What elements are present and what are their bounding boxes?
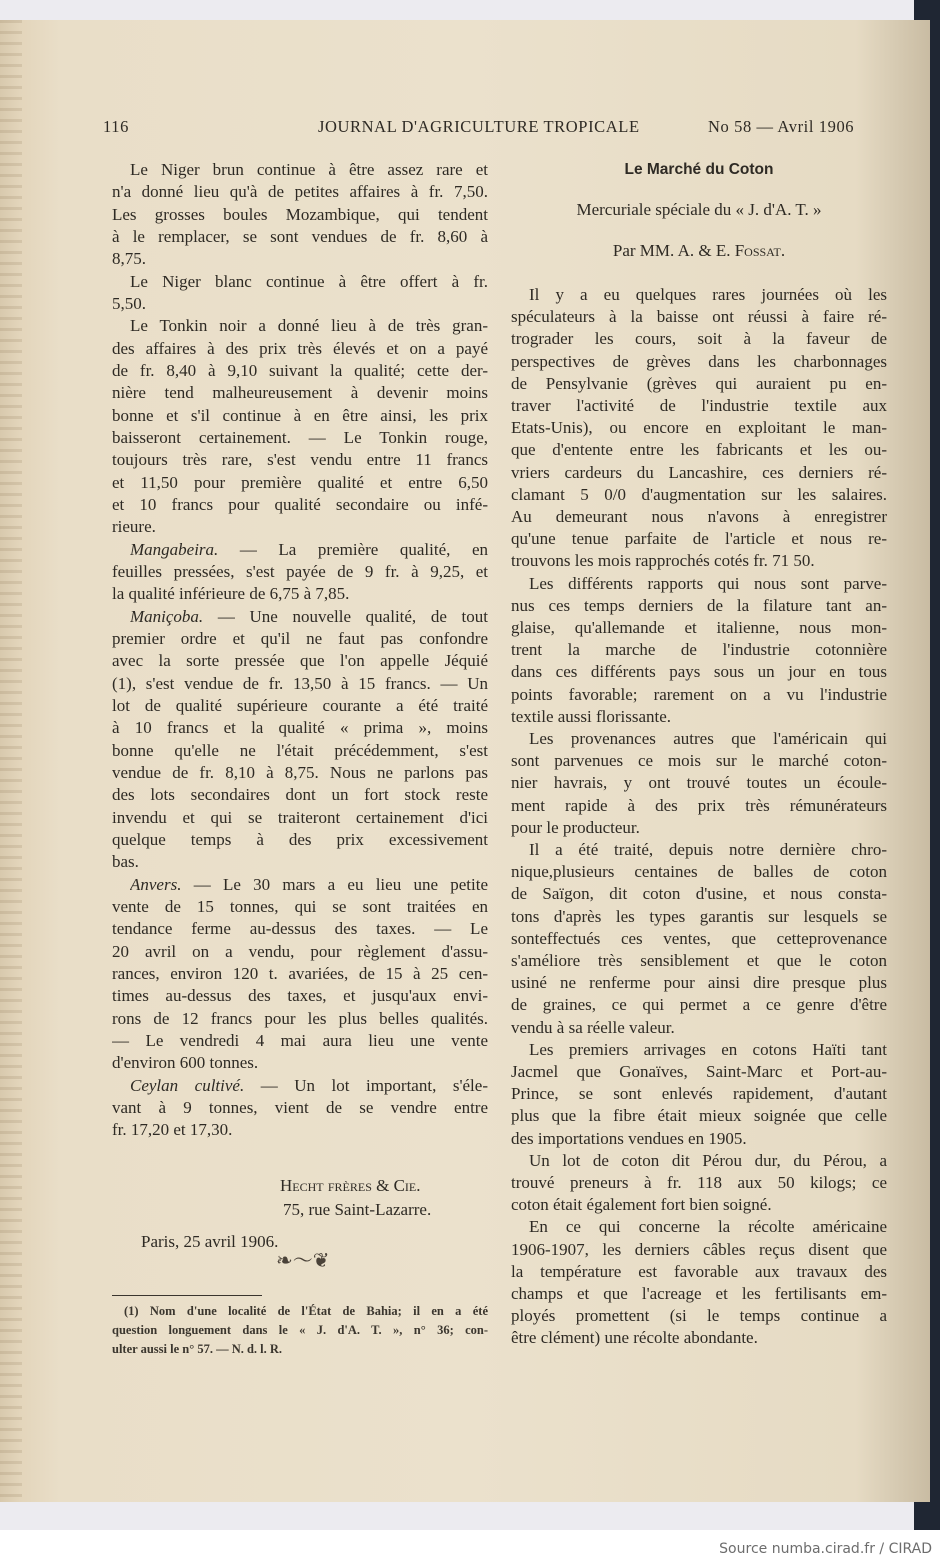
line-text: ment rapide à des prix très rémunérateurs	[511, 795, 887, 815]
line-text: la température est favorable aux travaux des	[511, 1261, 887, 1281]
text-line	[529, 840, 887, 860]
source-credit: Source numba.cirad.fr / CIRAD	[719, 1541, 932, 1557]
line-text: et 10 francs pour qualité secondaire ou infé-	[112, 494, 488, 514]
line-text: s'améliore très sensiblement et que le coton	[511, 951, 887, 970]
line-text: rances, environ 120 t. avariées, de 15 à 25 cen-	[112, 963, 488, 983]
line-text: vant à 9 tonnes, vient de se vendre entre	[112, 1097, 488, 1117]
text-line	[130, 1076, 488, 1096]
line-text: d'environ 600 tonnes.	[112, 1053, 259, 1073]
text-line	[511, 529, 887, 549]
line-text: clamant 5 0/0 d'augmentation sur les salaires.	[511, 484, 887, 504]
line-text: des lots secondaires dont un fort stock reste	[112, 785, 488, 805]
line-text: perspectives de grèves dans les charbonnages	[511, 351, 887, 371]
dateline: Paris, 25 avril 1906.	[141, 1232, 279, 1251]
line-text: être clément) une récolte abondante.	[511, 1328, 758, 1348]
line-text: Etats-Unis), ou encore en exploitant le man-	[511, 418, 887, 438]
line-text: Le Tonkin noir a donné lieu à de très gran-	[130, 316, 488, 336]
text-line	[511, 1084, 887, 1104]
line-text: qu'une tenue parfaite de l'article et nous re-	[511, 529, 887, 549]
line-text: baisseront certainement. — Le Tonkin rouge,	[112, 427, 488, 447]
text-line	[112, 517, 488, 537]
line-text: 8,75.	[112, 249, 146, 269]
ornament-flourish-icon: ❧～❦	[276, 1250, 330, 1272]
line-text: Le Niger brun continue à être assez rare et	[130, 160, 488, 179]
line-text: — Le vendredi 4 mai aura lieu une vente	[112, 1030, 488, 1050]
text-line	[112, 651, 488, 671]
text-line	[511, 329, 887, 349]
line-text: rons de 12 francs pour les plus belles qualités.	[112, 1008, 488, 1028]
line-text: à 10 francs et la qualité « prima », moins	[112, 718, 488, 738]
line-text: bonne qu'elle ne l'était précédemment, s'est	[112, 740, 488, 760]
footnote-line: question longuement dans le « J. d'A. T. », n° 36; con-	[112, 1323, 488, 1337]
text-line	[112, 897, 488, 917]
line-text: invendu et qui se traiteront certainement d'ici	[112, 807, 488, 827]
text-line	[529, 729, 887, 749]
text-line	[511, 352, 887, 372]
text-line	[511, 707, 887, 727]
line-text: à le remplacer, se sont vendues de fr. 8,60 à	[112, 226, 488, 246]
text-line	[511, 1306, 887, 1326]
text-line	[112, 919, 488, 939]
text-line	[112, 808, 488, 828]
line-text: nus ces temps derniers de la filature tant an-	[511, 595, 887, 615]
text-line	[112, 1098, 488, 1118]
footnote-rule	[112, 1295, 262, 1296]
text-line	[511, 463, 887, 483]
paragraph-lead: Ceylan cultivé.	[130, 1075, 245, 1095]
text-line	[529, 285, 887, 305]
text-line	[112, 406, 488, 426]
line-text: — La première qualité, en	[218, 539, 488, 559]
line-text: champs et que l'acreage et les fertilisants em-	[511, 1284, 887, 1303]
text-line	[511, 507, 887, 527]
text-line	[511, 1106, 887, 1126]
line-text: nière tend malheureusement à devenir moins	[112, 383, 488, 403]
text-line	[130, 316, 488, 336]
text-line	[130, 160, 488, 180]
text-line	[511, 662, 887, 682]
text-line	[511, 907, 887, 927]
line-text: rieure.	[112, 517, 156, 537]
article-title: Le Marché du Coton	[624, 161, 774, 178]
paragraph-lead: Anvers.	[130, 874, 182, 894]
line-text: sonteffectués ces ventes, que cetteprovenance	[511, 928, 887, 948]
text-line	[112, 763, 488, 783]
text-line	[130, 875, 488, 895]
line-text: times au-dessus des taxes, et jusqu'aux envi-	[112, 986, 488, 1006]
text-line	[511, 307, 887, 327]
text-line	[511, 596, 887, 616]
text-line	[511, 995, 887, 1015]
line-text: — Un lot important, s'éle-	[244, 1075, 488, 1095]
line-text: avec la sorte pressée que l'on appelle Jéquié	[112, 651, 488, 671]
line-text: trouvons les mois rapprochés cotés fr. 71 50.	[511, 551, 815, 571]
text-line	[511, 1018, 887, 1038]
text-line	[130, 607, 488, 627]
line-text: Il a été traité, depuis notre dernière chro-	[529, 840, 887, 859]
line-text: 20 avril on a vendu, pour règlement d'assu-	[112, 941, 488, 961]
text-line	[511, 640, 887, 660]
page-number: 116	[103, 117, 129, 136]
text-line	[130, 272, 488, 292]
line-text: des importations vendues en 1905.	[511, 1128, 747, 1148]
line-text: Les grosses boules Mozambique, qui tendent	[112, 204, 488, 224]
signature-name	[280, 1176, 480, 1196]
line-text: ployés promettent (si le temps continue a	[511, 1306, 887, 1326]
line-text: Les premiers arrivages en cotons Haïti tant	[529, 1039, 887, 1059]
text-line	[511, 1262, 887, 1282]
line-text: premier ordre et qu'il ne faut pas confondre	[112, 628, 488, 648]
text-line	[529, 1151, 887, 1171]
text-line	[112, 674, 488, 694]
line-text: usiné ne renferme pour ainsi dire presque plus	[511, 973, 887, 993]
text-line	[529, 574, 887, 594]
paragraph-lead: Maniçoba.	[130, 606, 204, 626]
text-line	[529, 1217, 887, 1237]
article-byline	[511, 241, 887, 261]
line-text: textile aussi florissante.	[511, 706, 672, 726]
line-text: plus que la fibre était mieux soignée que celle	[511, 1106, 887, 1126]
line-text: nique,plusieurs centaines de balles de coton	[511, 862, 887, 882]
text-line	[112, 1120, 488, 1140]
line-text: coton était également fort bien soigné.	[511, 1195, 772, 1215]
text-line	[511, 751, 887, 771]
text-line	[511, 773, 887, 793]
text-line	[511, 796, 887, 816]
line-text: 1906-1907, les derniers câbles reçus disent que	[511, 1239, 887, 1259]
line-text: et 11,50 pour première qualité et entre 6,50	[112, 472, 488, 492]
text-line	[112, 227, 488, 247]
line-text: des affaires à des prix très élevés et on a payé	[112, 338, 488, 358]
text-line	[112, 450, 488, 470]
line-text: sont parvenues ce mois sur le marché coton-	[511, 751, 887, 771]
text-line	[511, 951, 887, 971]
line-text: bonne et s'il continue à en être ainsi, les prix	[112, 405, 488, 425]
text-line	[511, 929, 887, 949]
text-line	[112, 741, 488, 761]
text-line	[511, 685, 887, 705]
line-text: toujours très rare, s'est vendu entre 11 francs	[112, 450, 488, 470]
line-text: Les différents rapports qui nous sont parve-	[529, 573, 887, 593]
text-line	[112, 785, 488, 805]
footnote-line: ulter aussi le n° 57. — N. d. l. R.	[112, 1342, 283, 1356]
line-text: tons d'après les types garantis sur lesquels se	[511, 906, 887, 926]
text-line	[511, 1062, 887, 1082]
text-line	[112, 1053, 488, 1073]
line-text: trograder les cours, soit à la faveur de	[511, 329, 887, 349]
text-line	[112, 986, 488, 1006]
text-line	[112, 584, 488, 604]
text-line	[112, 1009, 488, 1029]
line-text: — Une nouvelle qualité, de tout	[203, 606, 488, 626]
line-text: spéculateurs à la baisse ont réussi à faire ré-	[511, 307, 887, 327]
text-line	[112, 942, 488, 962]
line-text: fr. 17,20 et 17,30.	[112, 1120, 233, 1140]
binding-edge	[0, 20, 22, 1502]
line-text: vriers cardeurs du Lancashire, ces derniers ré-	[511, 462, 887, 482]
line-text: que d'entente entre les fabricants et les ou-	[511, 440, 887, 460]
article-subtitle: Mercuriale spéciale du « J. d'A. T. »	[576, 200, 822, 219]
line-text: feuilles pressées, s'est payée de 9 fr. à 9,25, et	[112, 561, 488, 581]
line-text: de fr. 8,40 à 9,10 suivant la qualité; cette der-	[112, 360, 488, 380]
text-line	[112, 629, 488, 649]
line-text: nier havrais, y ont trouvé toutes un écoule-	[511, 773, 887, 793]
journal-title: JOURNAL D'AGRICULTURE TROPICALE	[318, 117, 640, 136]
line-text: tendance ferme au-dessus des taxes. — Le	[112, 919, 488, 939]
text-line	[112, 1031, 488, 1051]
line-text: (1), s'est vendue de fr. 13,50 à 15 francs. — Un	[112, 673, 488, 693]
byline-prefix: Par MM. A. & E.	[612, 241, 735, 260]
line-text: points favorable; rarement on a vu l'industrie	[511, 684, 887, 704]
text-line	[112, 562, 488, 582]
text-line	[511, 973, 887, 993]
line-text: traver l'activité de l'industrie textile aux	[511, 396, 887, 415]
text-line	[112, 495, 488, 515]
text-line	[511, 1129, 887, 1149]
line-text: lot de qualité supérieure courante a été traité	[112, 695, 488, 715]
line-text: n'a donné lieu qu'à de petites affaires à fr. 7,50.	[112, 182, 488, 202]
text-line	[511, 440, 887, 460]
text-line	[112, 964, 488, 984]
paragraph-lead: Mangabeira.	[130, 539, 219, 559]
line-text: Un lot de coton dit Pérou dur, du Pérou, a	[529, 1150, 887, 1170]
line-text: Prince, se sont enlevés rapidement, d'autant	[511, 1084, 887, 1104]
text-line	[511, 374, 887, 394]
line-text: Au demeurant nous n'avons à enregistrer	[511, 507, 887, 526]
text-line	[112, 249, 488, 269]
line-text: dans ces différents pays sous un jour en tous	[511, 662, 887, 682]
line-text: vente de 15 tonnes, qui se sont traitées en	[112, 896, 488, 916]
line-text: vendu à sa réelle valeur.	[511, 1017, 675, 1037]
signature-name-text: Hecht frères & Cie.	[280, 1176, 421, 1195]
text-line	[511, 818, 887, 838]
line-text: glaise, qu'allemande et italienne, nous mon-	[511, 618, 887, 637]
text-line	[529, 1040, 887, 1060]
text-line	[511, 485, 887, 505]
issue-info: No 58 — Avril 1906	[708, 117, 855, 136]
text-line	[511, 551, 887, 571]
line-text: 5,50.	[112, 293, 146, 313]
text-line	[112, 428, 488, 448]
text-line	[511, 1240, 887, 1260]
line-text: Les provenances autres que l'américain qui	[529, 729, 887, 748]
text-line	[511, 1195, 887, 1215]
text-line	[511, 884, 887, 904]
text-line	[511, 1173, 887, 1193]
line-text: la qualité inférieure de 6,75 à 7,85.	[112, 584, 350, 604]
line-text: pour le producteur.	[511, 817, 640, 837]
line-text: — Le 30 mars a eu lieu une petite	[181, 874, 488, 894]
line-text: de Pensylvanie (grèves qui auraient pu en-	[511, 373, 887, 393]
signature-address: 75, rue Saint-Lazarre.	[283, 1200, 432, 1219]
text-line	[511, 1328, 887, 1348]
text-line	[112, 718, 488, 738]
line-text: Il y a eu quelques rares journées où les	[529, 285, 887, 304]
text-line	[112, 852, 488, 872]
text-line	[112, 473, 488, 493]
text-line	[511, 396, 887, 416]
line-text: quelque temps à des prix excessivement	[112, 829, 488, 849]
line-text: Jacmel que Gonaïves, Saint-Marc et Port-au-	[511, 1062, 887, 1081]
text-line	[112, 182, 488, 202]
footnote-line: (1) Nom d'une localité de l'État de Bahia; il en a été	[124, 1304, 488, 1318]
line-text: Le Niger blanc continue à être offert à fr.	[130, 271, 488, 291]
text-line	[130, 540, 488, 560]
line-text: de graines, ce qui permet a ce genre d'être	[511, 995, 887, 1015]
line-text: vendue de fr. 8,10 à 8,75. Nous ne parlons pas	[112, 762, 488, 782]
text-line	[112, 294, 488, 314]
text-line	[511, 618, 887, 638]
byline-name: Fossat.	[734, 241, 786, 260]
line-text: trouvé preneurs à fr. 118 aux 50 kilogs; ce	[511, 1173, 887, 1192]
text-line	[112, 361, 488, 381]
text-line	[112, 383, 488, 403]
text-line	[511, 862, 887, 882]
text-line	[511, 418, 887, 438]
line-text: bas.	[112, 852, 139, 872]
text-line	[112, 339, 488, 359]
text-line	[112, 696, 488, 716]
text-line	[112, 205, 488, 225]
text-line	[112, 830, 488, 850]
line-text: En ce qui concerne la récolte américaine	[529, 1217, 887, 1237]
line-text: de Saïgon, dit coton d'usine, et nous consta-	[511, 884, 887, 904]
line-text: trent la marche de l'industrie cotonnière	[511, 640, 887, 660]
text-line	[511, 1284, 887, 1304]
